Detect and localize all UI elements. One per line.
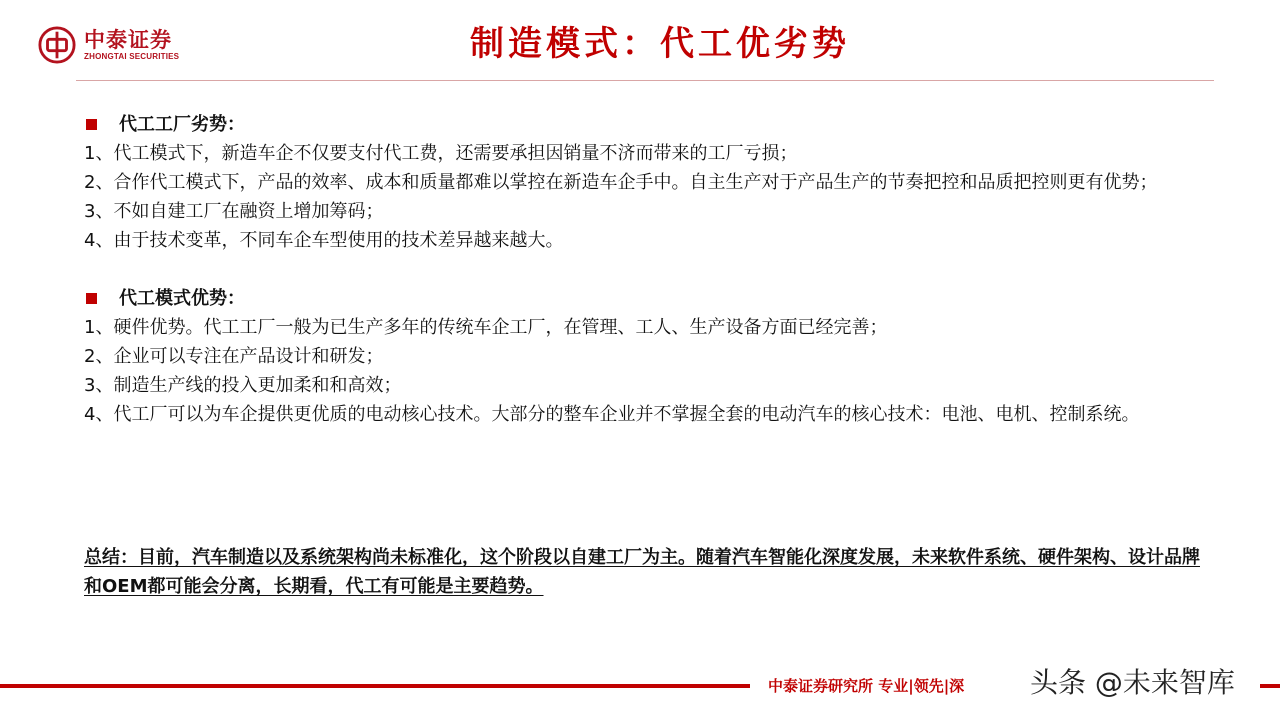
- summary-text: 总结：目前，汽车制造以及系统架构尚未标准化，这个阶段以自建工厂为主。随着汽车智能化深度发展，未来软件系统、硬件架构、设计品牌和OEM都可能会分离，长期看，代工有可能是主要趋势。: [84, 547, 1200, 597]
- list-item: 3、不如自建工厂在融资上增加筹码；: [84, 201, 384, 222]
- footer-text: 中泰证券研究所 专业|领先|深: [768, 677, 965, 695]
- list-item: 2、合作代工模式下，产品的效率、成本和质量都难以掌控在新造车企手中。自主生产对于产品生产的节奏把控和品质把控则更有优势；: [84, 172, 1158, 193]
- zhongtai-logo-icon: [38, 26, 76, 64]
- list-item: 1、硬件优势。代工工厂一般为已生产多年的传统车企工厂，在管理、工人、生产设备方面已经完善；: [84, 317, 888, 338]
- square-bullet-icon: [86, 293, 97, 304]
- square-bullet-icon: [86, 119, 97, 130]
- section-advantages: [84, 284, 1224, 429]
- footer-rule-right: [1260, 684, 1280, 688]
- section-heading: 代工工厂劣势：: [119, 114, 245, 135]
- company-logo: [38, 26, 179, 64]
- section-heading: 代工模式优势：: [119, 288, 245, 309]
- logo-name-cn: 中泰证券: [84, 28, 172, 52]
- page-title: 制造模式：代工优劣势: [470, 24, 850, 64]
- header-divider: [76, 80, 1214, 81]
- list-item: 3、制造生产线的投入更加柔和和高效；: [84, 375, 402, 396]
- slide-body: [84, 110, 1224, 458]
- footer-rule: [0, 684, 750, 688]
- watermark: 头条 @未来智库: [1030, 666, 1235, 699]
- list-item: 4、由于技术变革，不同车企车型使用的技术差异越来越大。: [84, 230, 564, 251]
- logo-name-en: ZHONGTAI SECURITIES: [84, 52, 180, 61]
- list-item: 2、企业可以专注在产品设计和研发；: [84, 346, 384, 367]
- section-disadvantages: [84, 110, 1224, 255]
- list-item: 1、代工模式下，新造车企不仅要支付代工费，还需要承担因销量不济而带来的工厂亏损；: [84, 143, 798, 164]
- list-item: 4、代工厂可以为车企提供更优质的电动核心技术。大部分的整车企业并不掌握全套的电动汽车的核心技术：电池、电机、控制系统。: [84, 404, 1140, 425]
